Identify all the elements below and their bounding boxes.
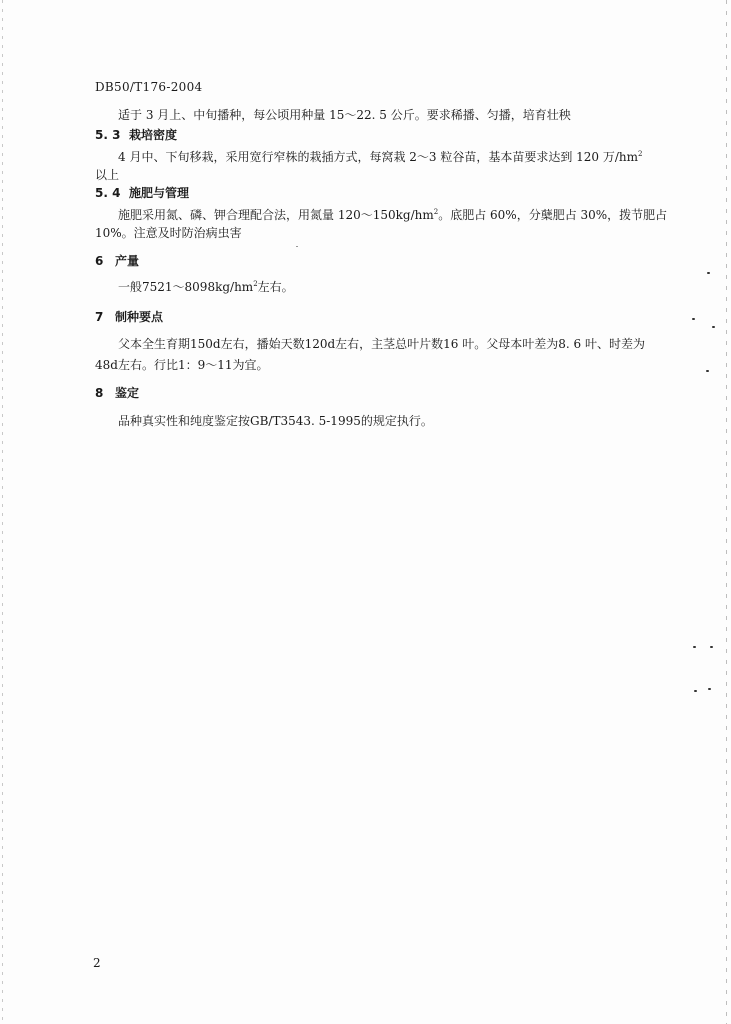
section-5-4-heading bbox=[95, 184, 189, 201]
section-5-4-text-1: 施肥采用氮、磷、钾合理配合法，用氮量 120～150kg/hm bbox=[118, 208, 434, 222]
intro-line: 适于 3 月上、中旬播种，每公顷用种量 15～22. 5 公斤。要求稀播、匀播，培育壮秧 bbox=[118, 108, 571, 122]
scan-speck bbox=[706, 370, 709, 372]
section-6-text-1: 一般7521～8098kg/hm bbox=[118, 280, 254, 294]
section-5-4-line-1 bbox=[118, 206, 667, 223]
section-5-4-number: 5. 4 bbox=[95, 186, 121, 200]
superscript-2: 2 bbox=[638, 150, 643, 158]
page-number: 2 bbox=[93, 956, 101, 970]
superscript-2: 2 bbox=[253, 280, 258, 288]
section-8-heading bbox=[95, 384, 139, 401]
section-7-heading bbox=[95, 308, 163, 325]
section-7-number: 7 bbox=[95, 310, 104, 324]
document-code: DB50/T176-2004 bbox=[95, 80, 203, 94]
section-5-4-title: 施肥与管理 bbox=[129, 186, 190, 200]
section-5-3-heading bbox=[95, 126, 177, 143]
section-6-text-1-rest: 左右。 bbox=[257, 280, 294, 294]
superscript-2: 2 bbox=[433, 208, 439, 216]
scan-speck bbox=[694, 690, 697, 692]
section-8-line-1: 品种真实性和纯度鉴定按GB/T3543. 5-1995的规定执行。 bbox=[118, 414, 433, 428]
section-7-line-2: 48d左右。行比1：9～11为宜。 bbox=[95, 358, 269, 372]
section-8-title: 鉴定 bbox=[115, 386, 140, 400]
scan-speck bbox=[712, 326, 715, 328]
section-6-heading bbox=[95, 252, 139, 269]
scan-speck bbox=[708, 688, 711, 690]
scan-speck bbox=[707, 272, 710, 274]
section-6-title: 产量 bbox=[115, 254, 140, 268]
section-5-3-text-1: 4 月中、下旬移栽，采用宽行窄株的栽插方式，每窝栽 2～3 粒谷苗，基本苗要求达到 120 万/hm bbox=[118, 150, 639, 164]
section-7-line-1: 父本全生育期150d左右，播始天数120d左右，主茎总叶片数16 叶。父母本叶差为8. 6 叶、时差为 bbox=[118, 337, 645, 351]
scan-speck bbox=[692, 318, 695, 320]
scan-speck bbox=[296, 246, 298, 247]
section-7-title: 制种要点 bbox=[115, 310, 164, 324]
scan-edge-right bbox=[726, 0, 727, 1024]
section-6-line-1 bbox=[118, 278, 294, 295]
section-6-number: 6 bbox=[95, 254, 104, 268]
section-5-4-text-1-rest: 。底肥占 60%，分蘖肥占 30%，拨节肥占 bbox=[438, 208, 668, 222]
section-8-number: 8 bbox=[95, 386, 104, 400]
section-5-3-number: 5. 3 bbox=[95, 128, 121, 142]
scan-edge-left bbox=[2, 0, 3, 1024]
section-5-4-line-2: 10%。注意及时防治病虫害 bbox=[95, 226, 242, 240]
scan-speck bbox=[693, 646, 696, 648]
section-5-3-line-1 bbox=[118, 148, 643, 165]
section-5-3-title: 栽培密度 bbox=[129, 128, 178, 142]
scan-speck bbox=[710, 646, 713, 648]
section-5-3-line-2: 以上 bbox=[95, 168, 120, 182]
